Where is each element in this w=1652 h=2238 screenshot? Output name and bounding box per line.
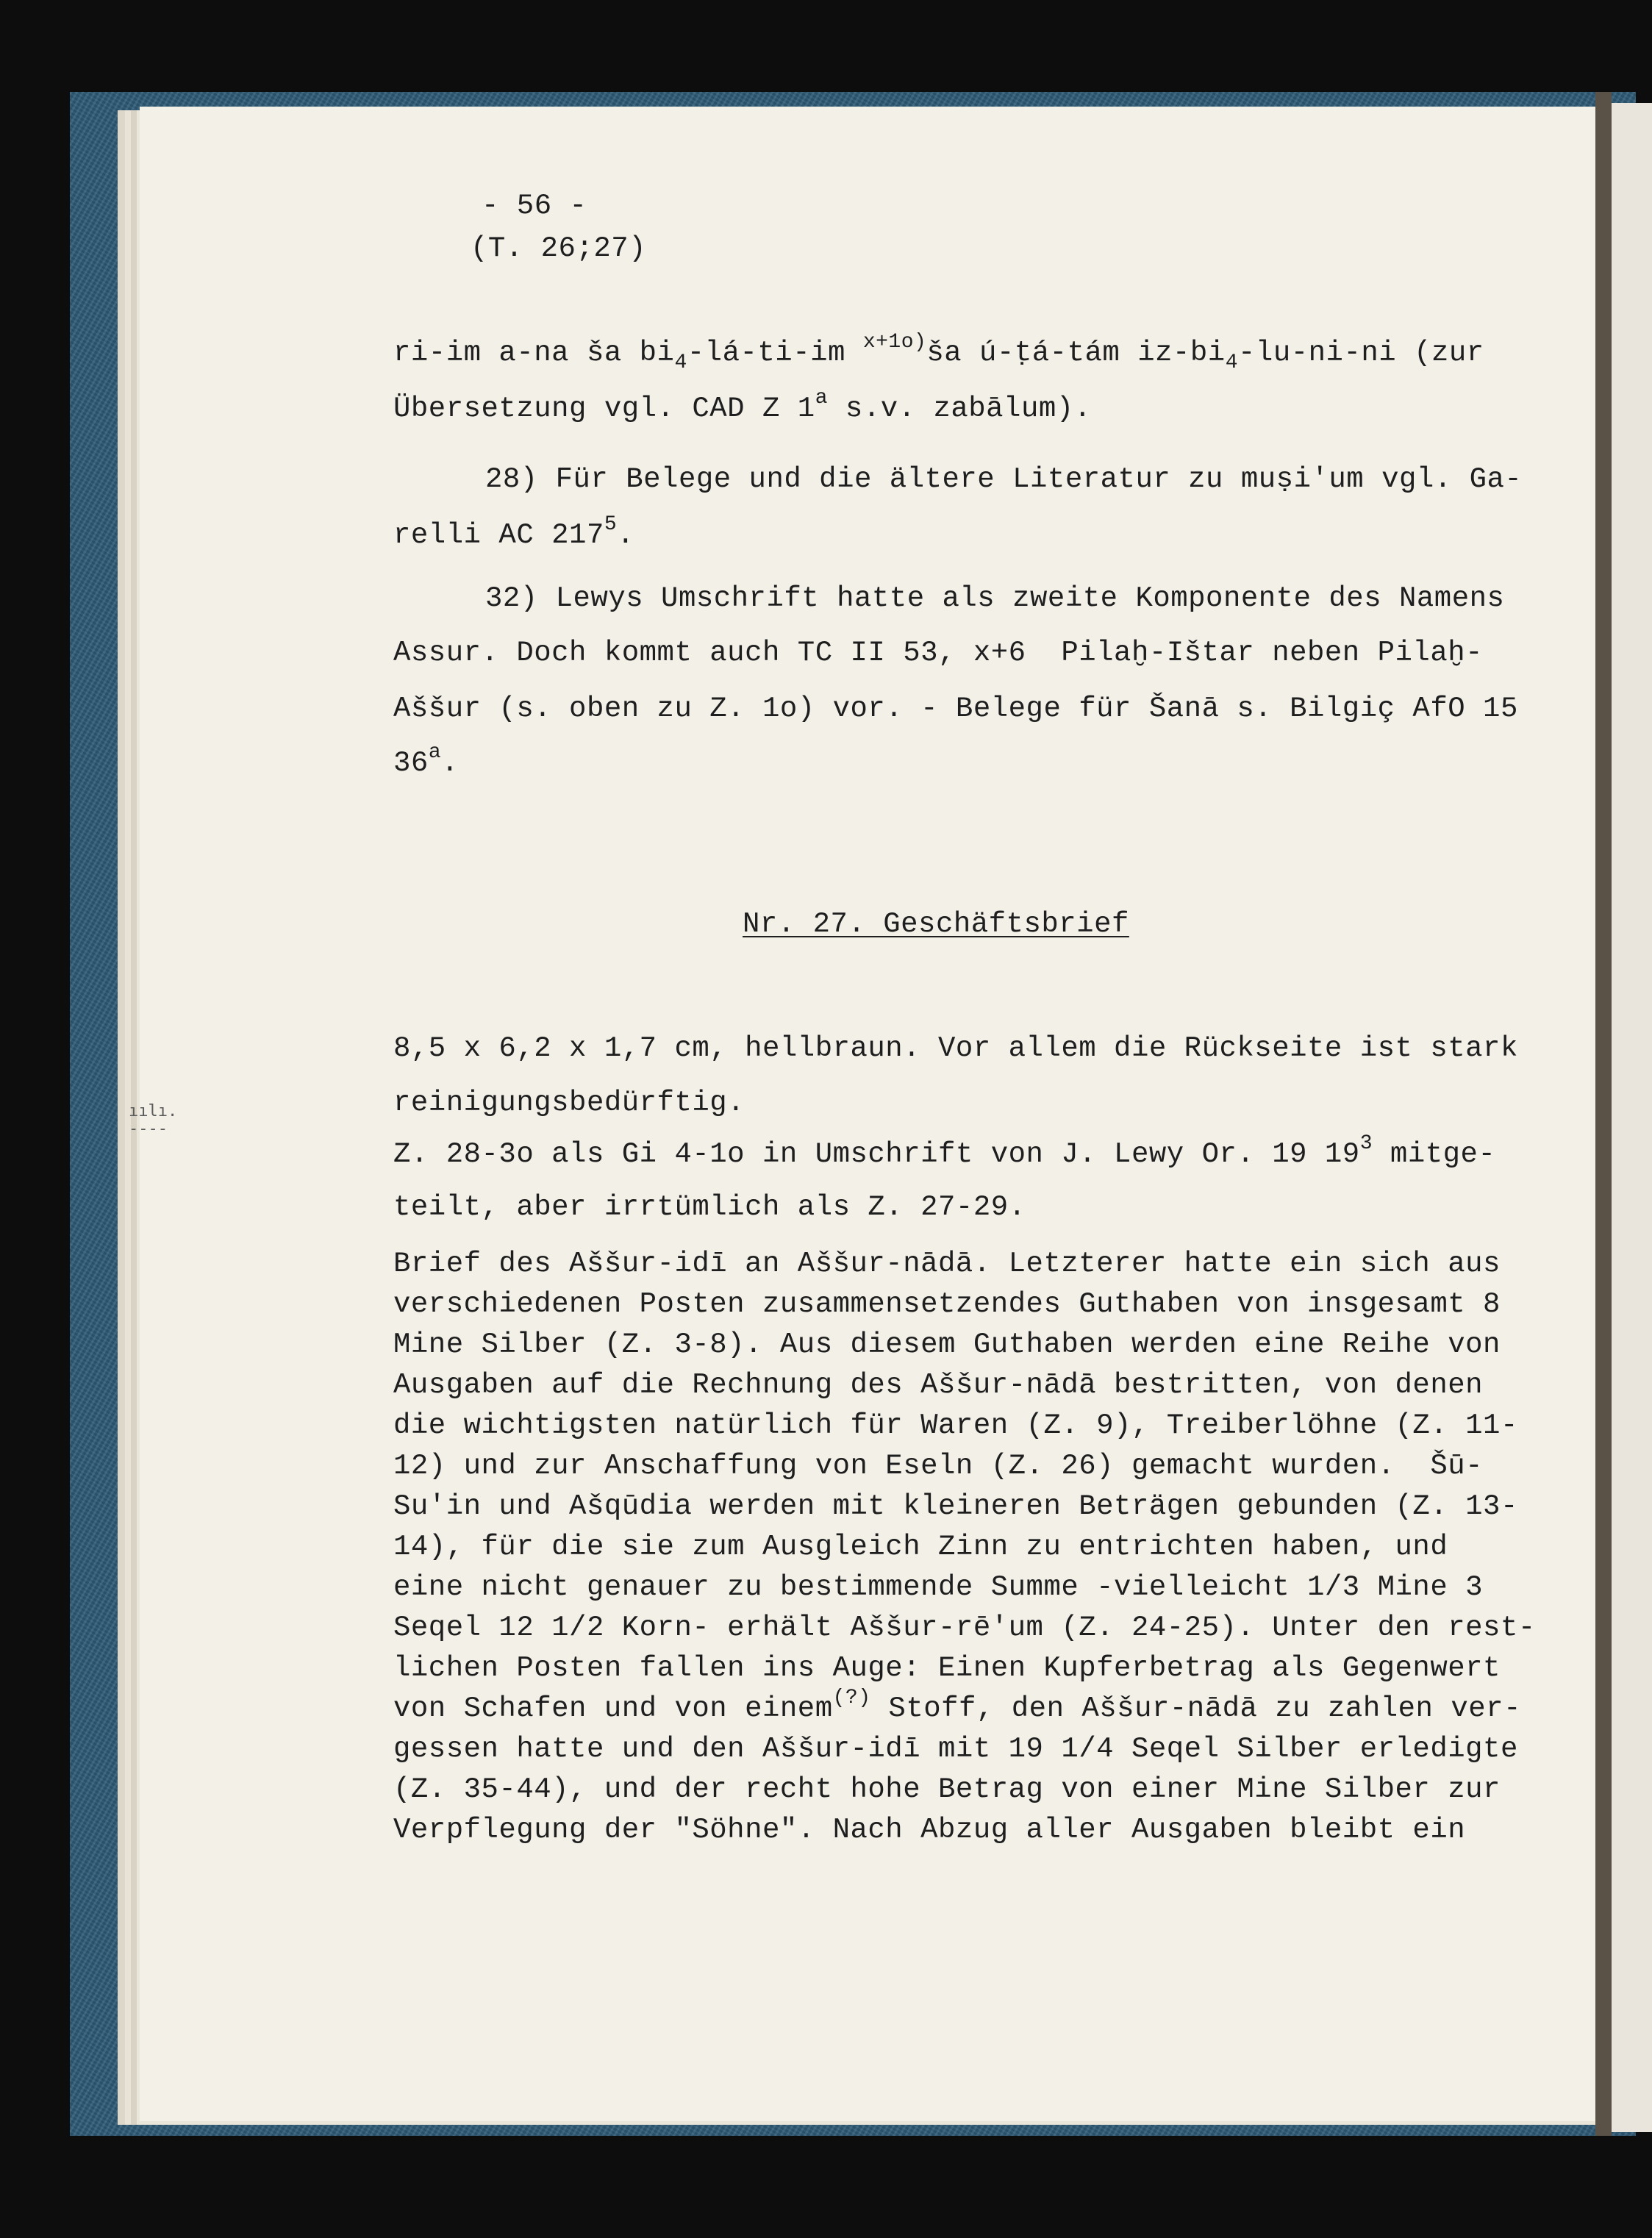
note-line: Aššur (s. oben zu Z. 1o) vor. - Belege für Šanā s. Bilgiç AfO 15	[393, 693, 1518, 725]
body-line: Verpflegung der "Söhne". Nach Abzug aller Ausgaben bleibt ein	[393, 1814, 1466, 1846]
body-line: Brief des Aššur-idī an Aššur-nādā. Letzterer hatte ein sich aus	[393, 1248, 1501, 1280]
text-reference: (T. 26;27)	[471, 232, 647, 265]
note-line: Assur. Doch kommt auch TC II 53, x+6 Pilaḫ-Ištar neben Pilaḫ-	[393, 637, 1484, 669]
description-line: Z. 28-3o als Gi 4-1o in Umschrift von J. Lewy Or. 19 $19^3$ mitge-	[393, 1132, 1496, 1170]
body-line: eine nicht genauer zu bestimmende Summe -vielleicht 1/3 Mine 3	[393, 1571, 1484, 1604]
description-line: 8,5 x 6,2 x 1,7 cm, hellbraun. Vor allem die Rückseite ist stark	[393, 1032, 1518, 1065]
note-32: 32) Lewys Umschrift hatte als zweite Komponente des Namens	[485, 582, 1505, 615]
body-line: von Schafen und von einem(?) Stoff, den Aššur-nādā zu zahlen ver-	[393, 1687, 1521, 1725]
note-28: 28) Für Belege und die ältere Literatur zu muṣi'um vgl. Ga-	[485, 463, 1523, 496]
body-line: Seqel 12 1/2 Korn- erhält Aššur-rē'um (Z. 24-25). Unter den rest-	[393, 1612, 1536, 1644]
body-line: 14), für die sie zum Ausgleich Zinn zu entrichten haben, und	[393, 1531, 1448, 1563]
description-line: teilt, aber irrtümlich als Z. 27-29.	[393, 1191, 1026, 1223]
margin-marks: ıılı. ‐‐‐‐	[129, 1102, 178, 1138]
book-gutter	[1595, 92, 1612, 2136]
note-line: ri-im a-na ša $bi_4-lá-ti-im$ $^{x+1o)}$ša ú-ṭá-tám $iz-bi_4-lu-ni-ni$ (zur	[393, 331, 1484, 374]
note-line: Übersetzung vgl. CAD Z 1$^a$ s.v. zabālum).	[393, 387, 1092, 425]
note-line: relli AC $217^5$.	[393, 513, 635, 551]
body-line: Mine Silber (Z. 3-8). Aus diesem Guthaben werden eine Reihe von	[393, 1329, 1501, 1361]
body-line: Ausgaben auf die Rechnung des Aššur-nādā bestritten, von denen	[393, 1369, 1484, 1401]
body-line: gessen hatte und den Aššur-idī mit 19 1/4 Seqel Silber erledigte	[393, 1733, 1518, 1765]
body-line: Su'in und Ašqūdia werden mit kleineren Beträgen gebunden (Z. 13-	[393, 1490, 1518, 1523]
note-line: 36$^a$.	[393, 741, 460, 779]
body-line: lichen Posten fallen ins Auge: Einen Kupferbetrag als Gegenwert	[393, 1652, 1501, 1684]
page-number: - 56 -	[482, 190, 587, 222]
body-line: (Z. 35-44), und der recht hohe Betrag von einer Mine Silber zur	[393, 1773, 1501, 1806]
body-line: verschiedenen Posten zusammensetzendes Guthaben von insgesamt 8	[393, 1288, 1501, 1320]
description-line: reinigungsbedürftig.	[393, 1087, 745, 1119]
facing-page-edge	[1612, 103, 1652, 2132]
section-title: Nr. 27. Geschäftsbrief	[743, 908, 1129, 940]
body-line: die wichtigsten natürlich für Waren (Z. 9), Treiberlöhne (Z. 11-	[393, 1409, 1518, 1442]
body-line: 12) und zur Anschaffung von Eseln (Z. 26) gemacht wurden. Šū-	[393, 1450, 1484, 1482]
